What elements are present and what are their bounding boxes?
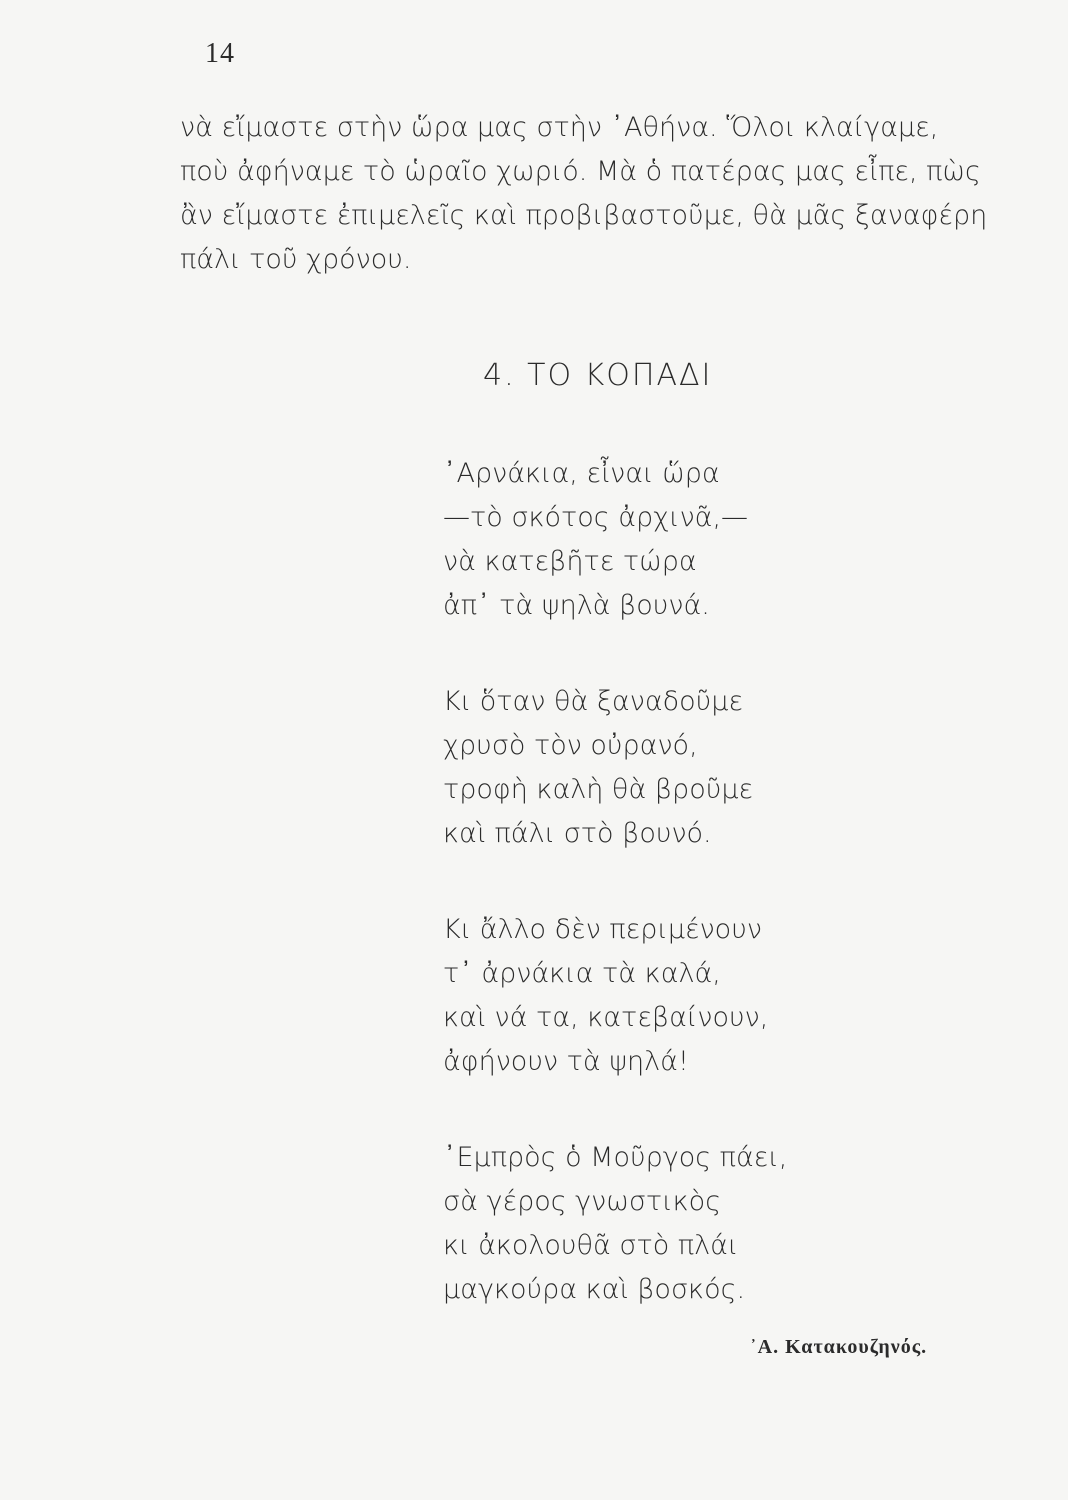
verse-line: —τὸ σκότος ἀρχινᾶ,— [443,502,749,533]
prose-line: νὰ εἴμαστε στὴν ὥρα μας στὴν ᾿Αθήνα. Ὅλοι κλαίγαμε, [180,112,939,143]
verse-line: μαγκούρα καὶ βοσκός. [443,1274,746,1305]
stanza [443,452,963,628]
poem [443,452,963,1364]
verse-line: Κι ὅταν θὰ ξαναδοῦμε [443,686,744,717]
page-number: 14 [205,38,235,69]
verse-line: νὰ κατεβῆτε τώρα [443,546,697,577]
stanza [443,680,963,856]
section-title: 4. ΤΟ ΚΟΠΑΔΙ [483,358,713,393]
verse-line: ᾿Αρνάκια, εἶναι ὥρα [443,458,720,489]
verse-line: ἀφήνουν τὰ ψηλά! [443,1046,689,1077]
verse-line: καὶ πάλι στὸ βουνό. [443,818,712,849]
verse-line: τροφὴ καλὴ θὰ βροῦμε [443,774,754,805]
author-signature: ᾿Α. Κατακουζηνός. [750,1336,928,1358]
verse-line: κι ἀκολουθᾶ στὸ πλάι [443,1230,739,1261]
verse-line: χρυσὸ τὸν οὐρανό, [443,730,698,761]
prose-line: ποὺ ἀφήναμε τὸ ὡραῖο χωριό. Μὰ ὁ πατέρας μας εἶπε, πὼς [180,156,981,187]
verse-line: τ᾿ ἀρνάκια τὰ καλά, [443,958,721,989]
verse-line: καὶ νά τα, κατεβαίνουν, [443,1002,769,1033]
prose-paragraph [180,106,1040,282]
prose-line: ἂν εἴμαστε ἐπιμελεῖς καὶ προβιβαστοῦμε, θὰ μᾶς ξαναφέρη [180,200,988,231]
verse-line: ᾿Εμπρὸς ὁ Μοῦργος πάει, [443,1142,788,1173]
verse-line: ἀπ᾿ τὰ ψηλὰ βουνά. [443,590,710,621]
verse-line: Κι ἄλλο δὲν περιμένουν [443,914,762,945]
verse-line: σὰ γέρος γνωστικὸς [443,1186,722,1217]
stanza [443,1136,963,1312]
prose-line: πάλι τοῦ χρόνου. [180,244,412,275]
stanza [443,908,963,1084]
